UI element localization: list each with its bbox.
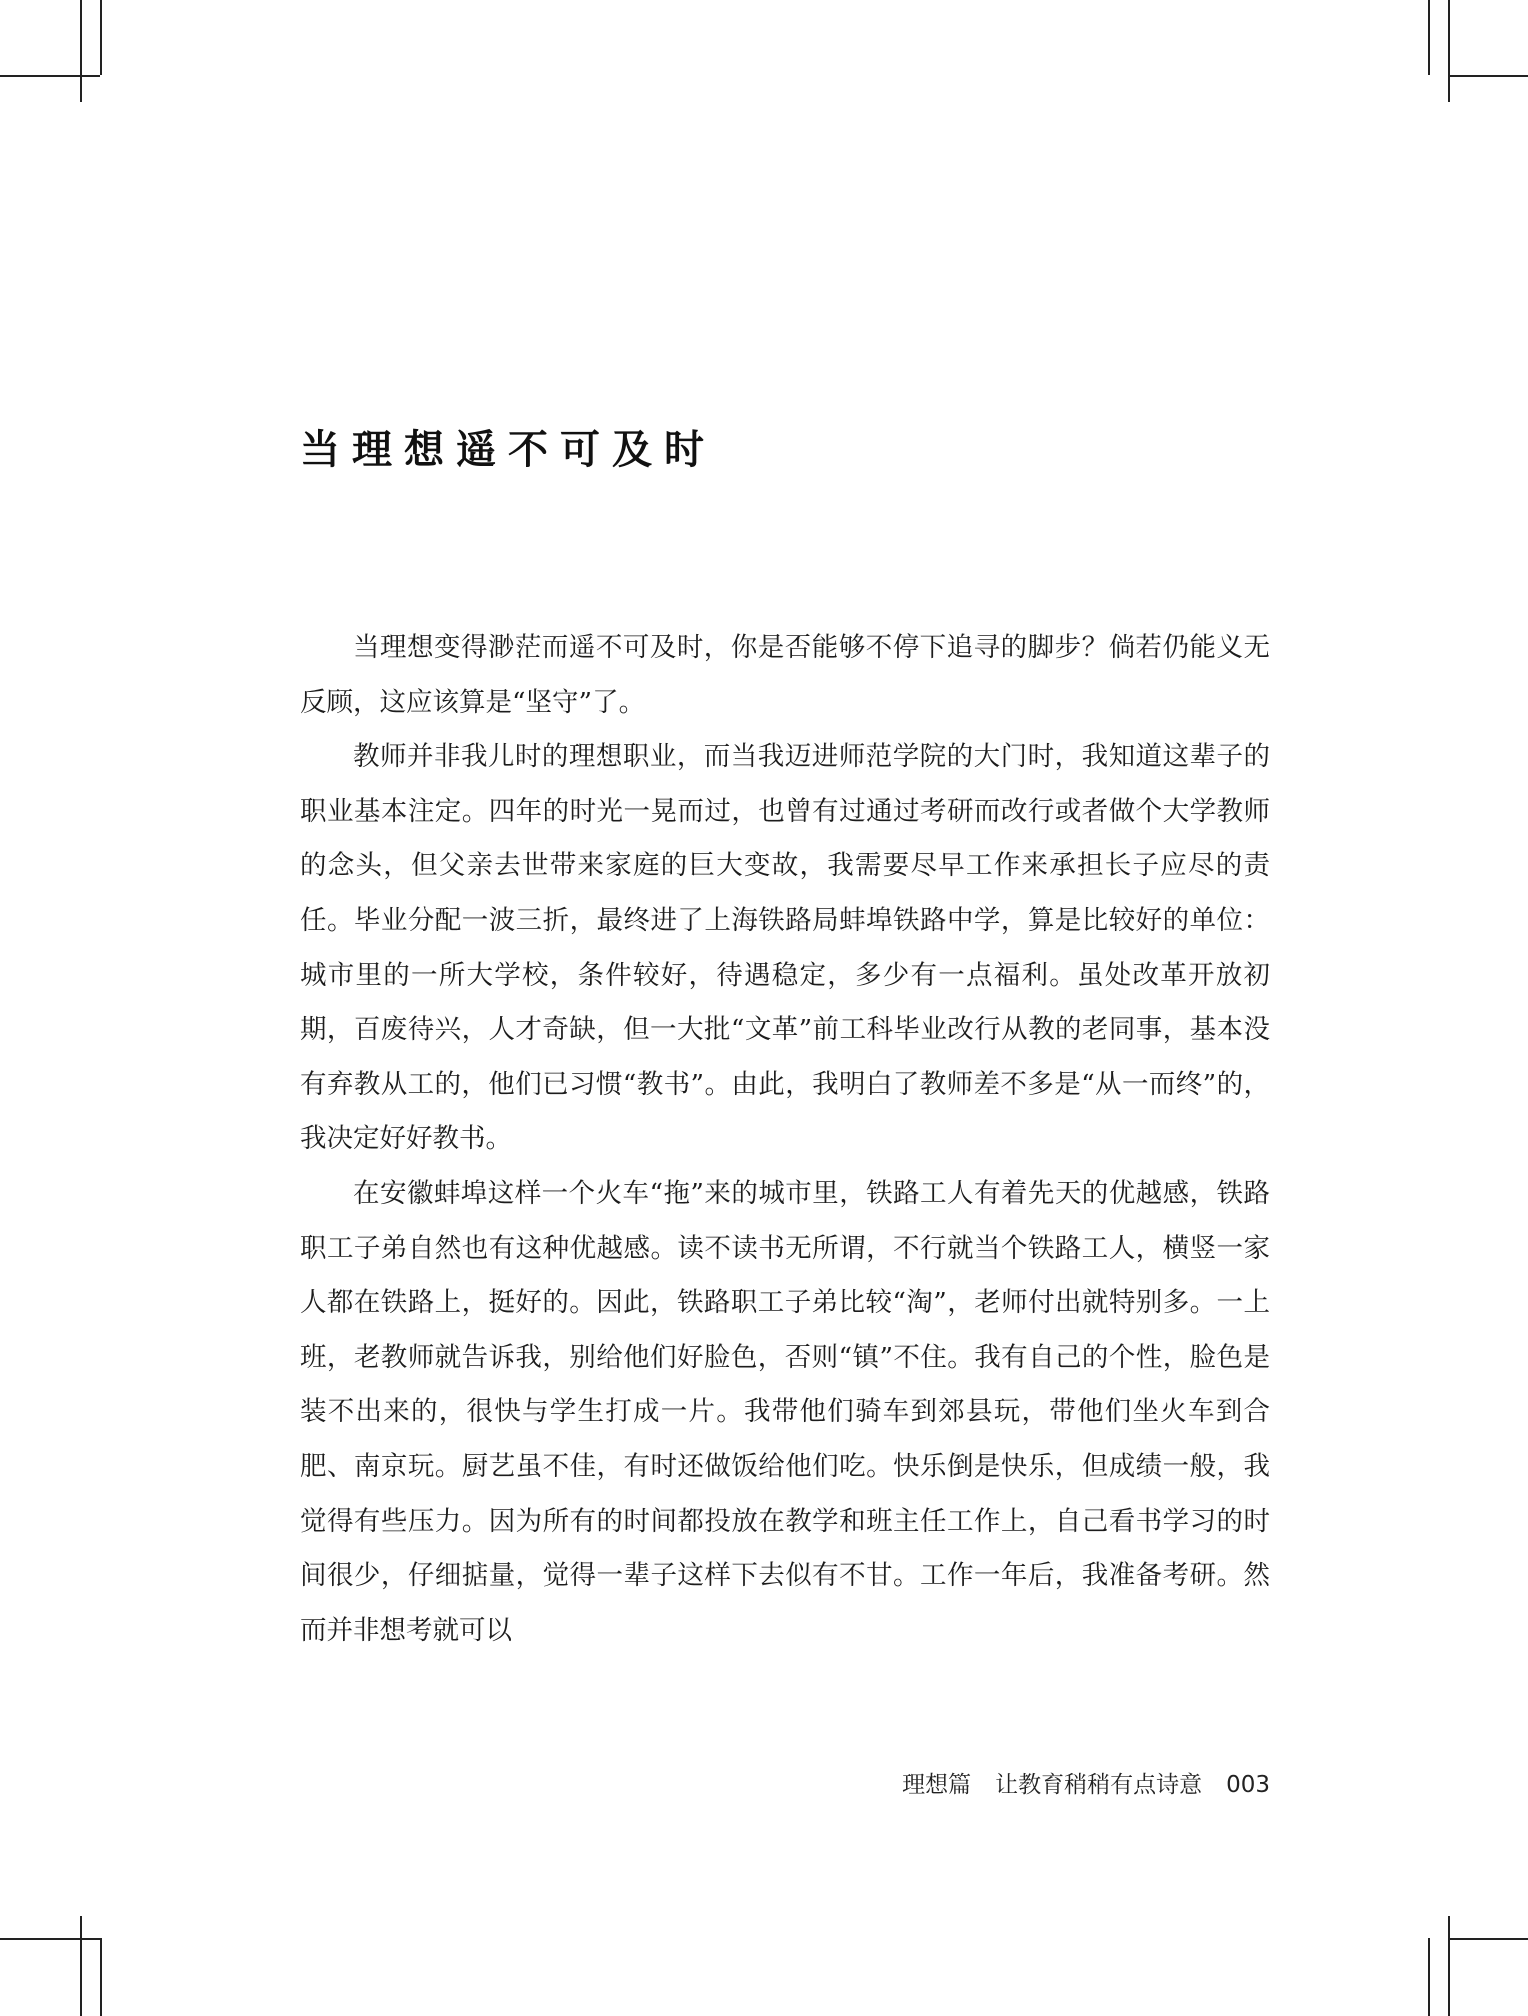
crop-mark-top-right-h (1448, 75, 1528, 77)
crop-mark-bottom-left-v (80, 1916, 82, 2016)
crop-mark-top-left-v2 (100, 0, 102, 75)
footer-section: 理想篇 (902, 1772, 972, 1798)
footer-book-title: 让教育稍稍有点诗意 (995, 1772, 1203, 1798)
crop-mark-top-right-v (1448, 0, 1450, 102)
crop-mark-bottom-left-v2 (100, 1938, 102, 2016)
crop-mark-top-left-v (80, 0, 82, 102)
crop-mark-bottom-right-h (1448, 1938, 1528, 1940)
running-footer (902, 1766, 1270, 1799)
paragraph: 在安徽蚌埠这样一个火车“拖”来的城市里，铁路工人有着先天的优越感，铁路职工子弟自然也有这种优越感。读不读书无所谓，不行就当个铁路工人，横竖一家人都在铁路上，挺好的。因此，铁路职工子弟比较“淘”，老师付出就特别多。一上班，老教师就告诉我，别给他们好脸色，否则“镇”不住。我有自己的个性，脸色是装不出来的，很快与学生打成一片。我带他们骑车到郊县玩，带他们坐火车到合肥、南京玩。厨艺虽不佳，有时还做饭给他们吃。快乐倒是快乐，但成绩一般，我觉得有些压力。因为所有的时间都投放在教学和班主任工作上，自己看书学习的时间很少，仔细掂量，觉得一辈子这样下去似有不甘。工作一年后，我准备考研。然而并非想考就可以 (300, 1177, 1270, 1646)
crop-mark-top-left-h (0, 75, 100, 77)
body-text (300, 621, 1270, 1658)
paragraph: 教师并非我儿时的理想职业，而当我迈进师范学院的大门时，我知道这辈子的职业基本注定。四年的时光一晃而过，也曾有过通过考研而改行或者做个大学教师的念头，但父亲去世带来家庭的巨大变故，我需要尽早工作来承担长子应尽的责任。毕业分配一波三折，最终进了上海铁路局蚌埠铁路中学，算是比较好的单位：城市里的一所大学校，条件较好，待遇稳定，多少有一点福利。虽处改革开放初期，百废待兴，人才奇缺，但一大批“文革”前工科毕业改行从教的老同事，基本没有弃教从工的，他们已习惯“教书”。由此，我明白了教师差不多是“从一而终”的，我决定好好教书。 (300, 741, 1270, 1155)
crop-mark-bottom-right-v (1448, 1916, 1450, 2016)
crop-mark-top-right-v2 (1428, 0, 1430, 75)
page-number: 003 (1226, 1772, 1270, 1798)
chapter-title: 当理想遥不可及时 (300, 427, 716, 473)
crop-mark-bottom-left-h (0, 1938, 100, 1940)
paragraph: 当理想变得渺茫而遥不可及时，你是否能够不停下追寻的脚步？倘若仍能义无反顾，这应该算是“坚守”了。 (300, 632, 1270, 718)
crop-mark-bottom-right-v2 (1428, 1938, 1430, 2016)
